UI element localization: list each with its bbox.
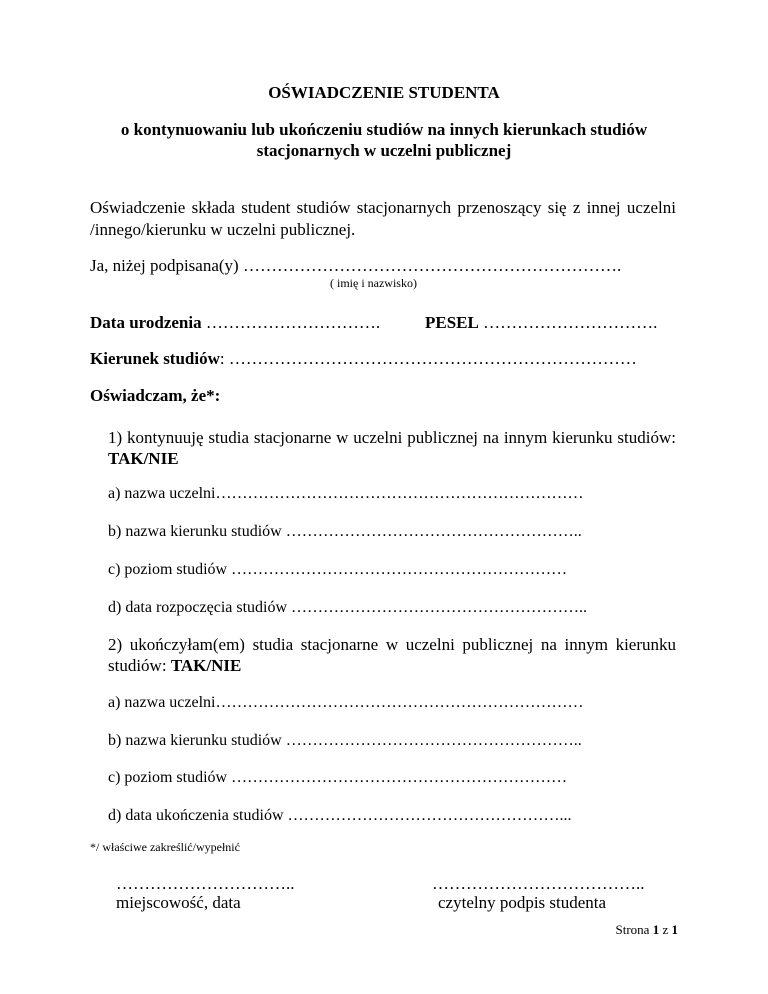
section1-text (108, 427, 676, 469)
pesel-row (425, 313, 657, 333)
field-of-study-dots: : ……………………………………………………………… (219, 349, 637, 368)
birth-date-dots: …………………………. (205, 313, 381, 332)
section1-item-c: c) poziom studiów ……………………………………………………… (108, 561, 568, 578)
signature-line: Ja, niżej podpisana(y) …………………………………………………………. (90, 256, 622, 275)
signature-dots: ……………………………….. (432, 874, 645, 893)
section2-item-d: d) data ukończenia studiów ……………………………………………... (108, 807, 572, 824)
document-title: OŚWIADCZENIE STUDENTA (268, 83, 500, 102)
section2-item-b: b) nazwa kierunku studiów ……………………………………………….. (108, 732, 582, 749)
section1-answer: TAK/NIE (108, 449, 179, 468)
place-date-label: miejscowość, data (116, 893, 241, 912)
page-number (616, 922, 678, 938)
section1-statement: 1) kontynuuję studia stacjonarne w uczelni publicznej na innym kierunku studiów: (108, 428, 676, 447)
field-of-study-row (90, 349, 637, 369)
birth-date-label: Data urodzenia (90, 313, 202, 332)
section2-item-c: c) poziom studiów ……………………………………………………… (108, 769, 568, 786)
section1-item-b: b) nazwa kierunku studiów ……………………………………………….. (108, 523, 582, 540)
document-subtitle-line1: o kontynuowaniu lub ukończeniu studiów na innych kierunkach studiów (120, 120, 648, 139)
signature-label: czytelny podpis studenta (438, 893, 607, 912)
section2-answer: TAK/NIE (170, 656, 242, 675)
section2-statement: 2) ukończyłam(em) studia stacjonarne w uczelni publicznej na innym kierunku studiów: (108, 635, 676, 675)
section2-text (108, 634, 676, 676)
place-date-dots: ………………………….. (116, 874, 295, 893)
section1-item-a: a) nazwa uczelni…………………………………………………………… (108, 485, 584, 502)
page-separator: z (659, 922, 672, 937)
birth-date-row (90, 313, 380, 333)
pesel-label: PESEL (425, 313, 479, 332)
field-of-study-label: Kierunek studiów (90, 349, 220, 368)
section1-item-d: d) data rozpoczęcia studiów ……………………………………………….. (108, 599, 588, 616)
document-subtitle-line2: stacjonarnych w uczelni publicznej (256, 141, 512, 160)
intro-paragraph: Oświadczenie składa student studiów stacjonarnych przenoszący się z innej uczelni /innego/kierunku w uczelni publicznej. (90, 198, 676, 239)
pesel-dots: …………………………. (483, 313, 658, 332)
page-current: 1 (652, 922, 660, 937)
footnote: */ właściwe zakreślić/wypełnić (90, 840, 240, 854)
page-total: 1 (671, 922, 678, 937)
name-caption: ( imię i nazwisko) (330, 276, 417, 290)
section2-item-a: a) nazwa uczelni…………………………………………………………… (108, 694, 584, 711)
page-prefix: Strona (615, 922, 653, 937)
declaration-heading: Oświadczam, że*: (90, 386, 221, 405)
